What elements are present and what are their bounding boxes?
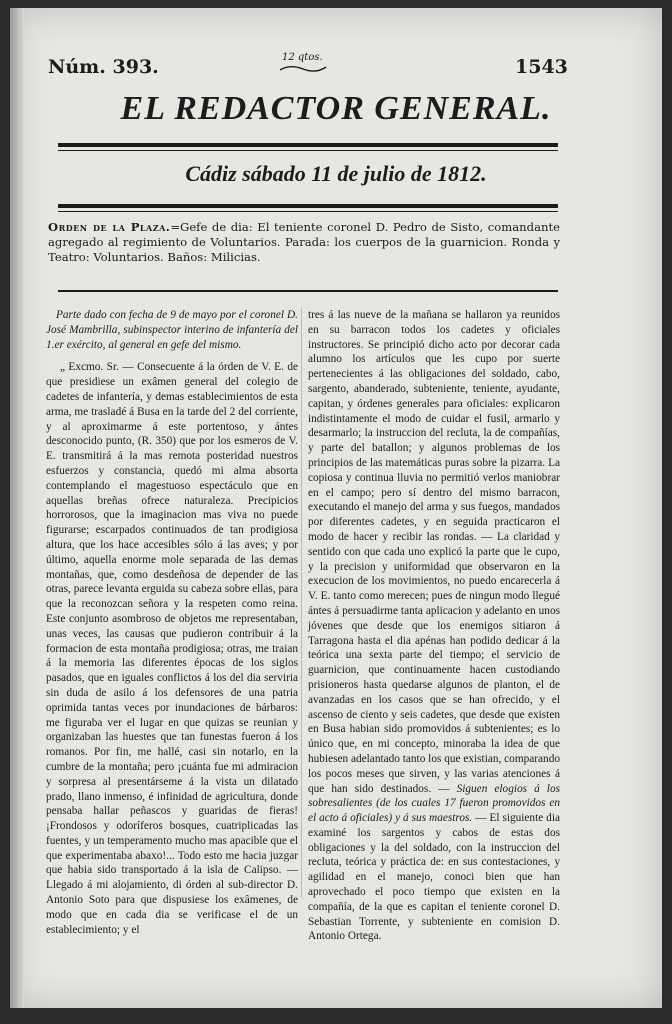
- rule-top: [58, 143, 558, 147]
- issue-number: Núm. 393.: [48, 56, 159, 78]
- rule-mid: [58, 204, 558, 208]
- swash-ornament: [278, 64, 328, 74]
- article-body-tail: — El siguiente dia examiné los sargentos y cabos de estas dos obligaciones y la del soldado, con la instruccion del recluta, teórica y práctica de: en sus contestaciones, y agilidad en el manejo, conoci bien que han aprovechado el poco tiempo que existen en la compañía, de la que es capitan el teniente coronel D. Sebastian Torrente, y subteniente en comision D. Antonio Ortega.: [308, 812, 560, 943]
- rule-section: [58, 290, 558, 292]
- format-note: 12 qtos.: [282, 52, 323, 63]
- dateline: Cádiz sábado 11 de julio de 1812.: [185, 161, 487, 186]
- masthead-title: EL REDACTOR GENERAL.: [120, 90, 552, 127]
- page-number: 1543: [515, 56, 568, 78]
- page-spine: [10, 8, 24, 1008]
- orden-de-la-plaza: [48, 220, 560, 265]
- rule-mid-thin: [58, 211, 558, 212]
- article-body-left: „ Excmo. Sr. — Consecuente á la órden de V. E. de que presidiese un exâmen general del colegio de cadetes de infantería, y demas establecimientos de esta arma, me trasladé á Busa en la tarde del 2 del corriente, y al aproximarme á este portentoso, y ántes desconocido punto, (R. 350) que por los esmeros de V. E. transmitirá á la mas remota posteridad nuestros esfuerzos y constancia, quedó mi alma absorta contemplando el magestuoso espectáculo que en aquellas breñas ofrece naturaleza. Precipicios horrorosos, que la imaginacion mas viva no puede figurarse; escarpados continuados de tan prodigiosa altura, que los hace accesibles sólo á las aves; y por último, aquella enorme mole separada de las demas montañas, que, como desdeñosa de depender de las otras, parece levanta erguida su cabeza sobre ellas, para que la reconozcan señora y la respeten como reina. Este conjunto asombroso de objetos me representaban, unas veces, las causas que pudieron contribuir á la formacion de esta montaña prodigiosa; otras, me traian á la memoria las diferentes épocas de los siglos pasados, que en iguales conflictos á los del dia serviria sin duda de asilo á los defensores de una patria oprimida tantas veces por inundaciones de bárbaros: me figuraba ver el lugar en que quizas se reunian y organizaban las huestes que tan funestas fueron á los romanos. Por fin, me hallé, casi sin notarlo, en la cumbre de la montaña; pero ¡cuánta fue mi admiracion y sorpresa al presentárseme á la vista un dilatado prado, llano inmenso, é infinidad de agricultura, donde pensaba hallar peñascos y guaridas de fieras! ¡Frondosos y odoríferos bosques, cuatriplicadas las fuentes, y un temperamento mucho mas apacible que el que experimentaba abaxo!... Todo esto me hacia juzgar que habia sido transportado á la isla de Calipso. — Llegado á mi alojamiento, di órden al sub-director D. Antonio Soto para que dispusiese los exâmenes, de modo que en cada dia se verificase el de un establecimiento; y el: [46, 361, 298, 936]
- orden-text: =Gefe de dia: El teniente coronel D. Pedro de Sisto, comandante agregado al regimiento de Voluntarios. Parada: los cuerpos de la guarnicion. Ronda y Teatro: Voluntarios. Baños: Milicias.: [48, 220, 560, 264]
- article-column-right: [308, 308, 560, 944]
- article-column-left: [46, 308, 298, 937]
- article-body-right-text: [308, 308, 560, 944]
- newspaper-page: [10, 8, 662, 1008]
- rule-top-thin: [58, 150, 558, 151]
- orden-label: Orden de la Plaza.: [48, 220, 171, 234]
- article-intro: Parte dado con fecha de 9 de mayo por el coronel D. José Mambrilla, subinspector interino de infantería del 1.er exército, al general en gefe del mismo.: [46, 309, 298, 351]
- article-body-right: tres á las nueve de la mañana se hallaron ya reunidos en su barracon todos los cadetes y oficiales instructores. Se principió dicho acto por decorar cada alumno los artículos que les cupo por suerte pertenecientes á las obligaciones del soldado, cabo, sargento, abanderado, subteniente, teniente, ayudante, capitan, y órdenes generales para oficiales: explicaron indistintamente el modo de cuidar el fusil, armarlo y desarmarlo; la instruccion del recluta, la de compañías, y parte del batallon; y algunos problemas de los principios de las matemáticas puras sobre la pizarra. La copiosa y continua lluvia no permitió verlos maniobrar en el campo; pero sí dentro del mismo barracon, executando el manejo del arma y sus fuegos, mandados por diferentes cadetes, y en seguida practicaron el modo de hacer y recibir las rondas. — La claridad y sentido con que cada uno explicó la parte que le cupo, y la precision y uniformidad que observaron en la execucion de los movimientos, no puedo encarecerla á V. E. tanto como merecen; pues de ningun modo llegué ántes á persuadirme tanta aplicacion y adelanto en unos jóvenes que desde que los enemigos sitiaron á Tarragona hasta el dia apénas han podido dedicar á la teórica una sexta parte del tiempo; el servicio de guarnicion, que continuamente hacen custodiando prisioneros hasta quedarse algunos de planton, el de avanzadas en los casos que se han ofrecido, y el ascenso de ciento y seis cadetes, que desde que existen en Busa habian sido promovidos á subtenientes; es lo único que, en mi concepto, minoraba la idea de que hubiesen adelantado tanto los que existian, comparando los pocos meses que sirven, y las varias atenciones á que han sido destinados. —: [308, 309, 560, 795]
- column-divider: [301, 308, 302, 898]
- article-italic-note: Siguen elogios á los sobresalientes (de los cuales 17 fueron promovidos en el acto á oficiales) y á sus maestros.: [308, 782, 560, 825]
